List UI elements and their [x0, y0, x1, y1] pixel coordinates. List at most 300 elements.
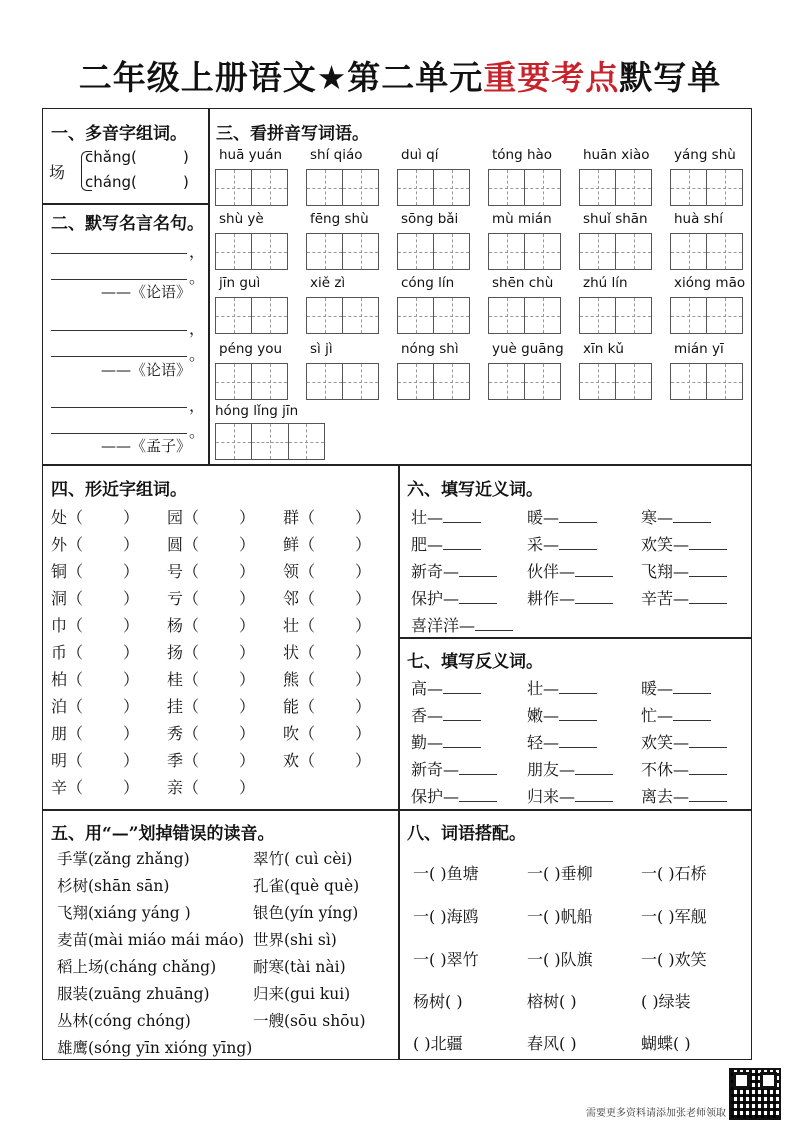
divider: [43, 809, 751, 811]
s1-close: ): [183, 148, 189, 166]
writing-grid[interactable]: [670, 233, 743, 270]
writing-grid[interactable]: [397, 297, 470, 334]
paren-open: （: [183, 751, 200, 770]
answer-slot[interactable]: [319, 712, 359, 713]
s6-word: 新奇—: [411, 562, 460, 581]
writing-grid[interactable]: [306, 233, 379, 270]
answer-slot[interactable]: [203, 604, 243, 605]
paren-open: （: [299, 589, 316, 608]
s6-word: 喜洋洋—: [411, 616, 476, 635]
writing-grid[interactable]: [670, 297, 743, 334]
pinyin: huà shí: [674, 211, 724, 227]
writing-grid[interactable]: [579, 169, 652, 206]
pinyin: yáng shù: [674, 147, 736, 163]
answer-slot[interactable]: [319, 604, 359, 605]
s6-item: [527, 532, 597, 555]
match-item[interactable]: 一( )鱼塘: [413, 864, 479, 883]
answer-slot[interactable]: [87, 739, 127, 740]
paren-open: （: [183, 508, 200, 527]
writing-grid[interactable]: [397, 169, 470, 206]
writing-grid[interactable]: [215, 297, 288, 334]
answer-slot[interactable]: [87, 577, 127, 578]
answer-line[interactable]: [51, 330, 187, 331]
answer-slot[interactable]: [203, 550, 243, 551]
divider: [398, 464, 400, 1059]
paren-close: ）: [239, 778, 256, 797]
s7-item: [641, 784, 727, 807]
s7-word: 朋友—: [527, 760, 576, 779]
s6-item: [641, 505, 711, 528]
char: 能: [283, 697, 300, 716]
footer-note: 需要更多资料请添加张老师领取: [586, 1108, 726, 1119]
paren-close: ）: [123, 778, 140, 797]
paren-open: （: [183, 589, 200, 608]
reading-item[interactable]: 世界(shi sì): [253, 931, 337, 949]
answer-slot[interactable]: [87, 712, 127, 713]
answer-slot[interactable]: [203, 658, 243, 659]
qr-code: [729, 1068, 781, 1120]
reading-item[interactable]: 归来(gui kui): [253, 985, 351, 1003]
s6-item: [411, 505, 481, 528]
paren-close: ）: [355, 535, 372, 554]
paren-close: ）: [355, 616, 372, 635]
answer-blank[interactable]: [575, 562, 613, 577]
reading-item[interactable]: 耐寒(tài nài): [253, 958, 346, 976]
writing-grid[interactable]: [488, 297, 561, 334]
answer-blank[interactable]: [689, 535, 727, 550]
s7-item: [411, 676, 481, 699]
s6-word: 壮—: [411, 508, 444, 527]
s7-heading: 七、填写反义词。: [407, 652, 543, 672]
pinyin: huān xiào: [583, 147, 650, 163]
title-part2: 默写单: [619, 58, 722, 97]
answer-blank[interactable]: [559, 679, 597, 694]
writing-grid[interactable]: [215, 363, 288, 400]
answer-slot[interactable]: [319, 739, 359, 740]
match-item[interactable]: 春风( ): [527, 1034, 577, 1053]
s7-item: [641, 676, 711, 699]
paren-open: （: [67, 562, 84, 581]
paren-close: ）: [123, 508, 140, 527]
s7-item: [527, 757, 613, 780]
answer-line[interactable]: [51, 279, 187, 280]
answer-blank[interactable]: [443, 535, 481, 550]
char: 铜: [51, 562, 68, 581]
answer-blank[interactable]: [475, 616, 513, 631]
title-part1: 二年级上册语文★第二单元: [78, 58, 484, 97]
divider: [398, 637, 751, 639]
writing-grid[interactable]: [579, 297, 652, 334]
answer-blank[interactable]: [459, 589, 497, 604]
paren-open: （: [299, 670, 316, 689]
punct: 。: [189, 345, 206, 364]
answer-slot[interactable]: [319, 550, 359, 551]
paren-open: （: [299, 697, 316, 716]
paren-open: （: [299, 751, 316, 770]
paren-open: （: [67, 508, 84, 527]
answer-blank[interactable]: [689, 589, 727, 604]
paren-open: （: [67, 697, 84, 716]
paren-open: （: [67, 724, 84, 743]
pinyin: duì qí: [401, 147, 439, 163]
char: 欢: [283, 751, 300, 770]
s6-item: [641, 559, 727, 582]
paren-close: ）: [123, 616, 140, 635]
s7-item: [641, 730, 727, 753]
paren-close: ）: [239, 724, 256, 743]
match-item[interactable]: ( )绿装: [641, 992, 691, 1011]
s3-heading: 三、看拼音写词语。: [216, 124, 369, 144]
paren-close: ）: [355, 562, 372, 581]
reading-item[interactable]: 丛林(cóng chóng): [57, 1012, 191, 1030]
writing-grid[interactable]: [670, 363, 743, 400]
pinyin: mián yī: [674, 341, 724, 357]
writing-grid[interactable]: [215, 423, 325, 460]
s7-word: 勤—: [411, 733, 444, 752]
match-item[interactable]: 榕树( ): [527, 992, 577, 1011]
s6-word: 飞翔—: [641, 562, 690, 581]
pinyin: tóng hào: [492, 147, 553, 163]
punct: ，: [189, 242, 206, 261]
paren-close: ）: [123, 670, 140, 689]
s7-word: 离去—: [641, 787, 690, 806]
char: 处: [51, 508, 68, 527]
s4-heading: 四、形近字组词。: [51, 480, 187, 500]
writing-grid[interactable]: [306, 363, 379, 400]
writing-grid[interactable]: [579, 233, 652, 270]
answer-slot[interactable]: [203, 631, 243, 632]
answer-blank[interactable]: [443, 733, 481, 748]
answer-blank[interactable]: [459, 562, 497, 577]
s7-word: 暖—: [641, 679, 674, 698]
answer-line[interactable]: [51, 407, 187, 408]
pinyin: xióng māo: [674, 275, 746, 291]
s6-word: 欢笑—: [641, 535, 690, 554]
s7-item: [641, 757, 727, 780]
answer-slot[interactable]: [203, 766, 243, 767]
s6-item: [641, 532, 727, 555]
s7-word: 香—: [411, 706, 444, 725]
s7-item: [527, 676, 597, 699]
paren-close: ）: [239, 697, 256, 716]
s2-source: ——《论语》: [101, 361, 192, 379]
pinyin: péng you: [219, 341, 283, 357]
s6-item: [527, 586, 613, 609]
paren-close: ）: [355, 724, 372, 743]
answer-blank[interactable]: [689, 733, 727, 748]
s7-word: 轻—: [527, 733, 560, 752]
s1-reading-2: cháng(: [85, 173, 137, 191]
pinyin: mù mián: [492, 211, 552, 227]
pinyin: shēn chù: [492, 275, 554, 291]
answer-blank[interactable]: [559, 706, 597, 721]
char: 领: [283, 562, 300, 581]
char: 号: [167, 562, 184, 581]
pinyin: nóng shì: [401, 341, 459, 357]
punct: ，: [189, 319, 206, 338]
answer-slot[interactable]: [87, 658, 127, 659]
char: 杨: [167, 616, 184, 635]
paren-open: （: [299, 643, 316, 662]
match-item[interactable]: 一( )欢笑: [641, 950, 707, 969]
match-item[interactable]: ( )北疆: [413, 1034, 463, 1053]
answer-slot[interactable]: [87, 550, 127, 551]
s1-char: 场: [49, 163, 66, 182]
match-item[interactable]: 一( )军舰: [641, 907, 707, 926]
reading-item[interactable]: 飞翔(xiáng yáng ): [57, 904, 191, 922]
s7-word: 保护—: [411, 787, 460, 806]
answer-slot[interactable]: [203, 793, 243, 794]
char: 吹: [283, 724, 300, 743]
char: 邻: [283, 589, 300, 608]
answer-blank[interactable]: [575, 589, 613, 604]
writing-grid[interactable]: [215, 233, 288, 270]
answer-blank[interactable]: [443, 508, 481, 523]
s7-item: [527, 730, 597, 753]
answer-line[interactable]: [51, 253, 187, 254]
match-item[interactable]: 一( )翠竹: [413, 950, 479, 969]
s6-item: [527, 559, 613, 582]
s6-word: 寒—: [641, 508, 674, 527]
writing-grid[interactable]: [306, 297, 379, 334]
reading-item[interactable]: 雄鹰(sóng yīn xióng yīng): [57, 1039, 253, 1057]
s6-word: 伙伴—: [527, 562, 576, 581]
answer-blank[interactable]: [559, 508, 597, 523]
writing-grid[interactable]: [579, 363, 652, 400]
reading-item[interactable]: 银色(yín yíng): [253, 904, 359, 922]
answer-blank[interactable]: [673, 508, 711, 523]
pinyin: cóng lín: [401, 275, 455, 291]
answer-slot[interactable]: [87, 523, 127, 524]
s6-word: 辛苦—: [641, 589, 690, 608]
paren-open: （: [183, 616, 200, 635]
pinyin: yuè guāng: [492, 341, 564, 357]
divider: [43, 464, 751, 466]
match-item[interactable]: 杨树( ): [413, 992, 463, 1011]
paren-close: ）: [239, 751, 256, 770]
match-item[interactable]: 一( )队旗: [527, 950, 593, 969]
answer-blank[interactable]: [559, 535, 597, 550]
answer-slot[interactable]: [87, 793, 127, 794]
s6-item: [411, 613, 513, 636]
pinyin: sōng bǎi: [401, 211, 459, 227]
answer-line[interactable]: [51, 356, 187, 357]
paren-close: ）: [355, 751, 372, 770]
char: 朋: [51, 724, 68, 743]
char: 群: [283, 508, 300, 527]
reading-item[interactable]: 稻上场(cháng chǎng): [57, 958, 217, 976]
answer-slot[interactable]: [87, 631, 127, 632]
pinyin: huā yuán: [219, 147, 283, 163]
answer-slot[interactable]: [87, 685, 127, 686]
char: 桂: [167, 670, 184, 689]
char: 币: [51, 643, 68, 662]
char: 状: [283, 643, 300, 662]
paren-open: （: [67, 670, 84, 689]
char: 圆: [167, 535, 184, 554]
s2-source: ——《孟子》: [101, 437, 192, 455]
char: 园: [167, 508, 184, 527]
paren-close: ）: [123, 697, 140, 716]
answer-blank[interactable]: [575, 760, 613, 775]
pinyin: fēng shù: [310, 211, 369, 227]
paren-close: ）: [355, 670, 372, 689]
char: 辛: [51, 778, 68, 797]
match-item[interactable]: 一( )石桥: [641, 864, 707, 883]
s2-source: ——《论语》: [101, 283, 192, 301]
s7-word: 高—: [411, 679, 444, 698]
paren-open: （: [183, 724, 200, 743]
writing-grid[interactable]: [397, 363, 470, 400]
s6-item: [411, 586, 497, 609]
answer-slot[interactable]: [203, 577, 243, 578]
char: 秀: [167, 724, 184, 743]
paren-close: ）: [355, 508, 372, 527]
paren-open: （: [183, 697, 200, 716]
answer-blank[interactable]: [689, 760, 727, 775]
pinyin: xiě zì: [310, 275, 346, 291]
worksheet: [42, 108, 752, 1060]
pinyin: sì jì: [310, 341, 333, 357]
answer-slot[interactable]: [203, 712, 243, 713]
pinyin: shù yè: [219, 211, 264, 227]
answer-slot[interactable]: [319, 577, 359, 578]
s7-word: 忙—: [641, 706, 674, 725]
reading-item[interactable]: 翠竹( cuì cèi): [253, 850, 353, 868]
char: 鲜: [283, 535, 300, 554]
title-highlight: 重要考点: [483, 58, 620, 97]
answer-line[interactable]: [51, 433, 187, 434]
paren-close: ）: [355, 697, 372, 716]
reading-item[interactable]: 麦苗(mài miáo mái máo): [57, 931, 245, 949]
paren-open: （: [67, 535, 84, 554]
answer-slot[interactable]: [87, 604, 127, 605]
paren-open: （: [299, 562, 316, 581]
s7-word: 归来—: [527, 787, 576, 806]
answer-slot[interactable]: [319, 523, 359, 524]
s1-heading: 一、多音字组词。: [51, 124, 187, 144]
answer-blank[interactable]: [689, 562, 727, 577]
answer-slot[interactable]: [203, 739, 243, 740]
s7-word: 新奇—: [411, 760, 460, 779]
writing-grid[interactable]: [488, 233, 561, 270]
s7-word: 壮—: [527, 679, 560, 698]
s7-word: 不休—: [641, 760, 690, 779]
char: 泊: [51, 697, 68, 716]
pinyin: zhú lín: [583, 275, 628, 291]
paren-close: ）: [239, 508, 256, 527]
match-item[interactable]: 一( )海鸥: [413, 907, 479, 926]
s6-item: [641, 586, 727, 609]
reading-item[interactable]: 杉树(shān sān): [57, 877, 170, 895]
answer-slot[interactable]: [203, 685, 243, 686]
pinyin: xīn kǔ: [583, 341, 624, 357]
answer-blank[interactable]: [443, 679, 481, 694]
answer-blank[interactable]: [559, 733, 597, 748]
paren-close: ）: [123, 535, 140, 554]
paren-open: （: [299, 616, 316, 635]
s1-close: ): [183, 173, 189, 191]
paren-close: ）: [123, 724, 140, 743]
s7-item: [527, 784, 613, 807]
reading-item[interactable]: 服装(zuāng zhuāng): [57, 985, 210, 1003]
pinyin: jīn guì: [219, 275, 261, 291]
char: 亲: [167, 778, 184, 797]
answer-slot[interactable]: [319, 631, 359, 632]
answer-blank[interactable]: [575, 787, 613, 802]
writing-grid[interactable]: [215, 169, 288, 206]
s8-heading: 八、词语搭配。: [407, 824, 526, 844]
answer-blank[interactable]: [459, 787, 497, 802]
divider: [43, 203, 208, 205]
answer-slot[interactable]: [87, 766, 127, 767]
paren-open: （: [67, 643, 84, 662]
answer-blank[interactable]: [673, 706, 711, 721]
paren-open: （: [183, 778, 200, 797]
answer-blank[interactable]: [689, 787, 727, 802]
char: 外: [51, 535, 68, 554]
char: 挂: [167, 697, 184, 716]
writing-grid[interactable]: [670, 169, 743, 206]
paren-close: ）: [239, 616, 256, 635]
match-item[interactable]: 一( )垂柳: [527, 864, 593, 883]
paren-close: ）: [355, 643, 372, 662]
s5-heading: 五、用“—”划掉错误的读音。: [51, 824, 275, 844]
answer-blank[interactable]: [443, 706, 481, 721]
writing-grid[interactable]: [488, 169, 561, 206]
reading-item[interactable]: 一艘(sōu shōu): [253, 1012, 366, 1030]
char: 扬: [167, 643, 184, 662]
char: 明: [51, 751, 68, 770]
char: 季: [167, 751, 184, 770]
s6-word: 采—: [527, 535, 560, 554]
match-item[interactable]: 一( )帆船: [527, 907, 593, 926]
char: 巾: [51, 616, 68, 635]
reading-item[interactable]: 孔雀(què què): [253, 877, 360, 895]
answer-slot[interactable]: [319, 766, 359, 767]
char: 柏: [51, 670, 68, 689]
paren-open: （: [183, 535, 200, 554]
paren-close: ）: [239, 643, 256, 662]
char: 洞: [51, 589, 68, 608]
writing-grid[interactable]: [397, 233, 470, 270]
paren-close: ）: [123, 562, 140, 581]
answer-slot[interactable]: [203, 523, 243, 524]
paren-open: （: [67, 778, 84, 797]
char: 壮: [283, 616, 300, 635]
writing-grid[interactable]: [306, 169, 379, 206]
divider: [208, 109, 210, 465]
answer-blank[interactable]: [459, 760, 497, 775]
reading-item[interactable]: 手掌(zǎng zhǎng): [57, 850, 190, 868]
punct: 。: [189, 422, 206, 441]
s6-heading: 六、填写近义词。: [407, 480, 543, 500]
match-item[interactable]: 蝴蝶( ): [641, 1034, 691, 1053]
paren-close: ）: [239, 589, 256, 608]
answer-blank[interactable]: [673, 679, 711, 694]
writing-grid[interactable]: [488, 363, 561, 400]
paren-close: ）: [239, 670, 256, 689]
pinyin: shí qiáo: [310, 147, 363, 163]
paren-close: ）: [123, 589, 140, 608]
answer-slot[interactable]: [319, 658, 359, 659]
s6-item: [527, 505, 597, 528]
s1-reading-1: chǎng(: [85, 148, 137, 166]
s6-word: 暖—: [527, 508, 560, 527]
answer-slot[interactable]: [319, 685, 359, 686]
paren-close: ）: [355, 589, 372, 608]
s7-word: 欢笑—: [641, 733, 690, 752]
